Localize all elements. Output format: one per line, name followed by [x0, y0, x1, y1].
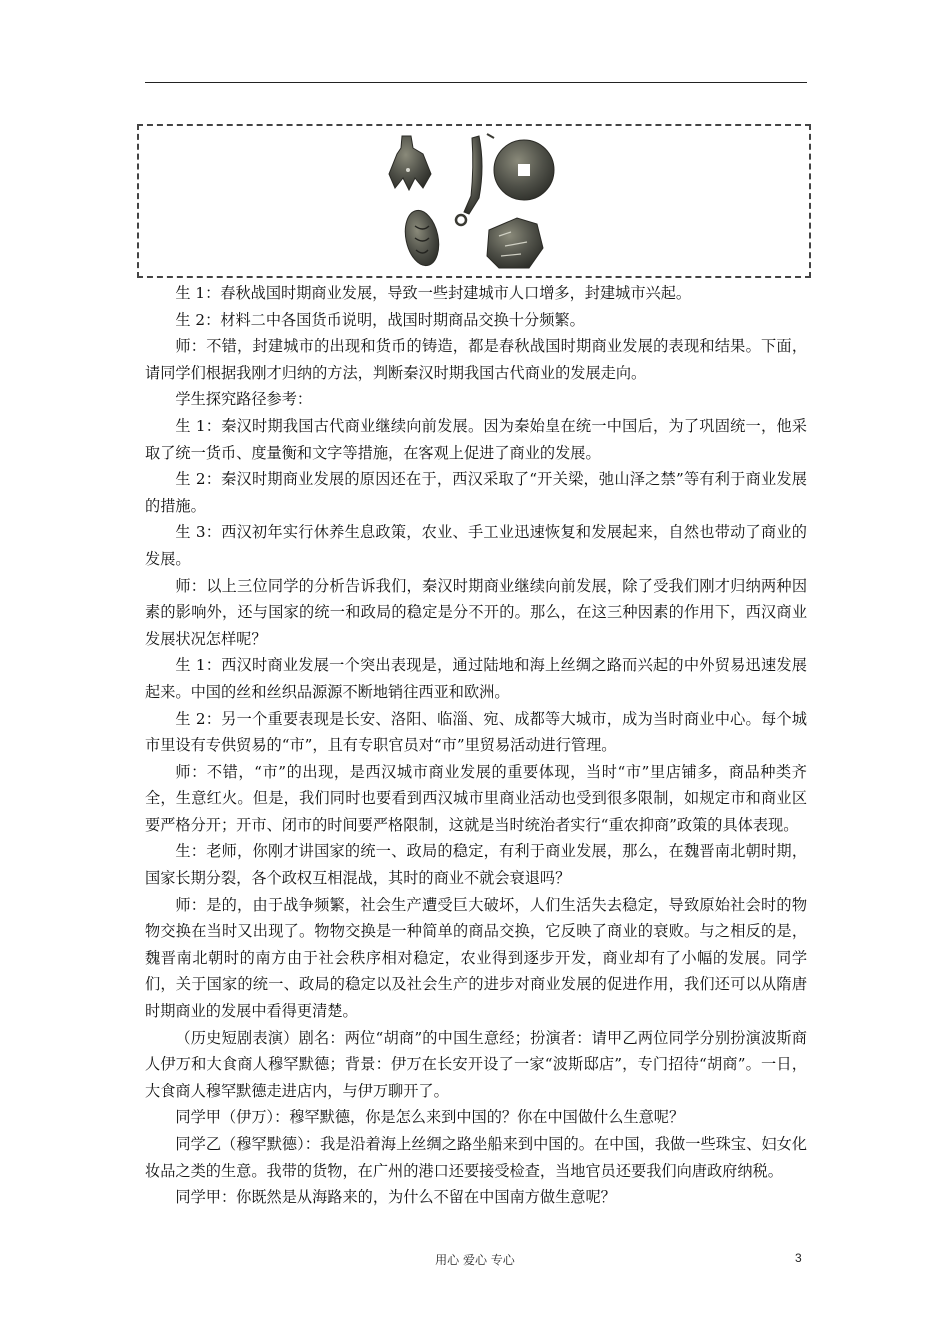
footer-slogan: 用心 爱心 专心	[435, 1253, 515, 1267]
round-coin-icon	[487, 134, 554, 200]
paragraph: 同学乙（穆罕默德）：我是沿着海上丝绸之路坐船来到中国的。在中国，我做一些珠宝、妇女化妆品之类的生意。我带的货物，在广州的港口还要接受检查，当地官员还要我们向唐政府纳税。	[145, 1135, 807, 1180]
paragraph: 师：是的，由于战争频繁，社会生产遭受巨大破坏，人们生活失去稳定，导致原始社会时的物物交换在当时又出现了。物物交换是一种简单的商品交换，它反映了商业的衰败。与之相反的是，魏晋南北朝时的南方由于社会秩序相对稳定，农业得到逐步开发，商业却有了小幅的发展。同学们，关于国家的统一、政局的稳定以及社会生产的进步对商业发展的促进作用，我们还可以从隋唐时期商业的发展中看得更清楚。	[145, 895, 807, 1021]
paragraph: 师：以上三位同学的分析告诉我们，秦汉时期商业继续向前发展，除了受我们刚才归纳两种因素的影响外，还与国家的统一和政局的稳定是分不开的。那么，在这三种因素的作用下，西汉商业发展状况怎样呢？	[145, 576, 807, 648]
paragraph: 师：不错，“市”的出现，是西汉城市商业发展的重要体现，当时“市”里店铺多，商品种类齐全，生意红火。但是，我们同时也要看到西汉城市里商业活动也受到很多限制，如规定市和商业区要严格分开；开市、闭市的时间要严格限制，这就是当时统治者实行“重农抑商”政策的具体表现。	[145, 762, 807, 834]
paragraph: 生 2：另一个重要表现是长安、洛阳、临淄、宛、成都等大城市，成为当时商业中心。每个城市里设有专供贸易的“市”，且有专职官员对“市”里贸易活动进行管理。	[145, 709, 807, 755]
paragraph: 生 1：秦汉时期我国古代商业继续向前发展。因为秦始皇在统一中国后，为了巩固统一，他采取了统一货币、度量衡和文字等措施，在客观上促进了商业的发展。	[145, 416, 807, 462]
paragraph: 师：不错，封建城市的出现和货币的铸造，都是春秋战国时期商业发展的表现和结果。下面，请同学们根据我刚才归纳的方法，判断秦汉时期我国古代商业的发展走向。	[145, 337, 807, 382]
paragraph: 生 1：西汉时商业发展一个突出表现是，通过陆地和海上丝绸之路而兴起的中外贸易迅速发展起来。中国的丝和丝织品源源不断地销往西亚和欧洲。	[145, 656, 807, 701]
coin-figure	[137, 124, 811, 278]
ancient-coins-illustration	[139, 126, 813, 280]
page-number: 3	[795, 1251, 802, 1265]
lesson-transcript	[145, 280, 807, 1211]
ant-nose-coin-icon	[401, 207, 444, 268]
paragraph: 生：老师，你刚才讲国家的统一、政局的稳定，有利于商业发展，那么，在魏晋南北朝时期，国家长期分裂，各个政权互相混战，其时的商业不就会衰退吗？	[145, 842, 807, 888]
header-rule	[145, 82, 807, 83]
paragraph: 同学甲（伊万）：穆罕默德，你是怎么来到中国的？你在中国做什么生意呢？	[175, 1108, 685, 1127]
spade-coin-icon	[389, 136, 431, 190]
paragraph: 生 1：春秋战国时期商业发展，导致一些封建城市人口增多，封建城市兴起。	[175, 284, 692, 302]
paragraph: 生 2：秦汉时期商业发展的原因还在于，西汉采取了“开关梁，弛山泽之禁”等有利于商业发展的措施。	[145, 470, 807, 515]
paragraph: 生 3：西汉初年实行休养生息政策，农业、手工业迅速恢复和发展起来，自然也带动了商业的发展。	[145, 523, 807, 568]
paragraph: 学生探究路径参考：	[175, 390, 313, 409]
paragraph: 同学甲：你既然是从海路来的，为什么不留在中国南方做生意呢？	[175, 1188, 616, 1207]
paragraph: 生 2：材料二中各国货币说明，战国时期商品交换十分频繁。	[175, 310, 585, 329]
knife-coin-icon	[456, 136, 482, 225]
paragraph: （历史短剧表演）剧名：两位“胡商”的中国生意经；扮演者：请甲乙两位同学分别扮演波斯商人伊万和大食商人穆罕默德；背景：伊万在长安开设了一家“波斯邸店”，专门招待“胡商”。一日，大食商人穆罕默德走进店内，与伊万聊开了。	[145, 1028, 807, 1100]
gold-plate-icon	[487, 218, 543, 268]
